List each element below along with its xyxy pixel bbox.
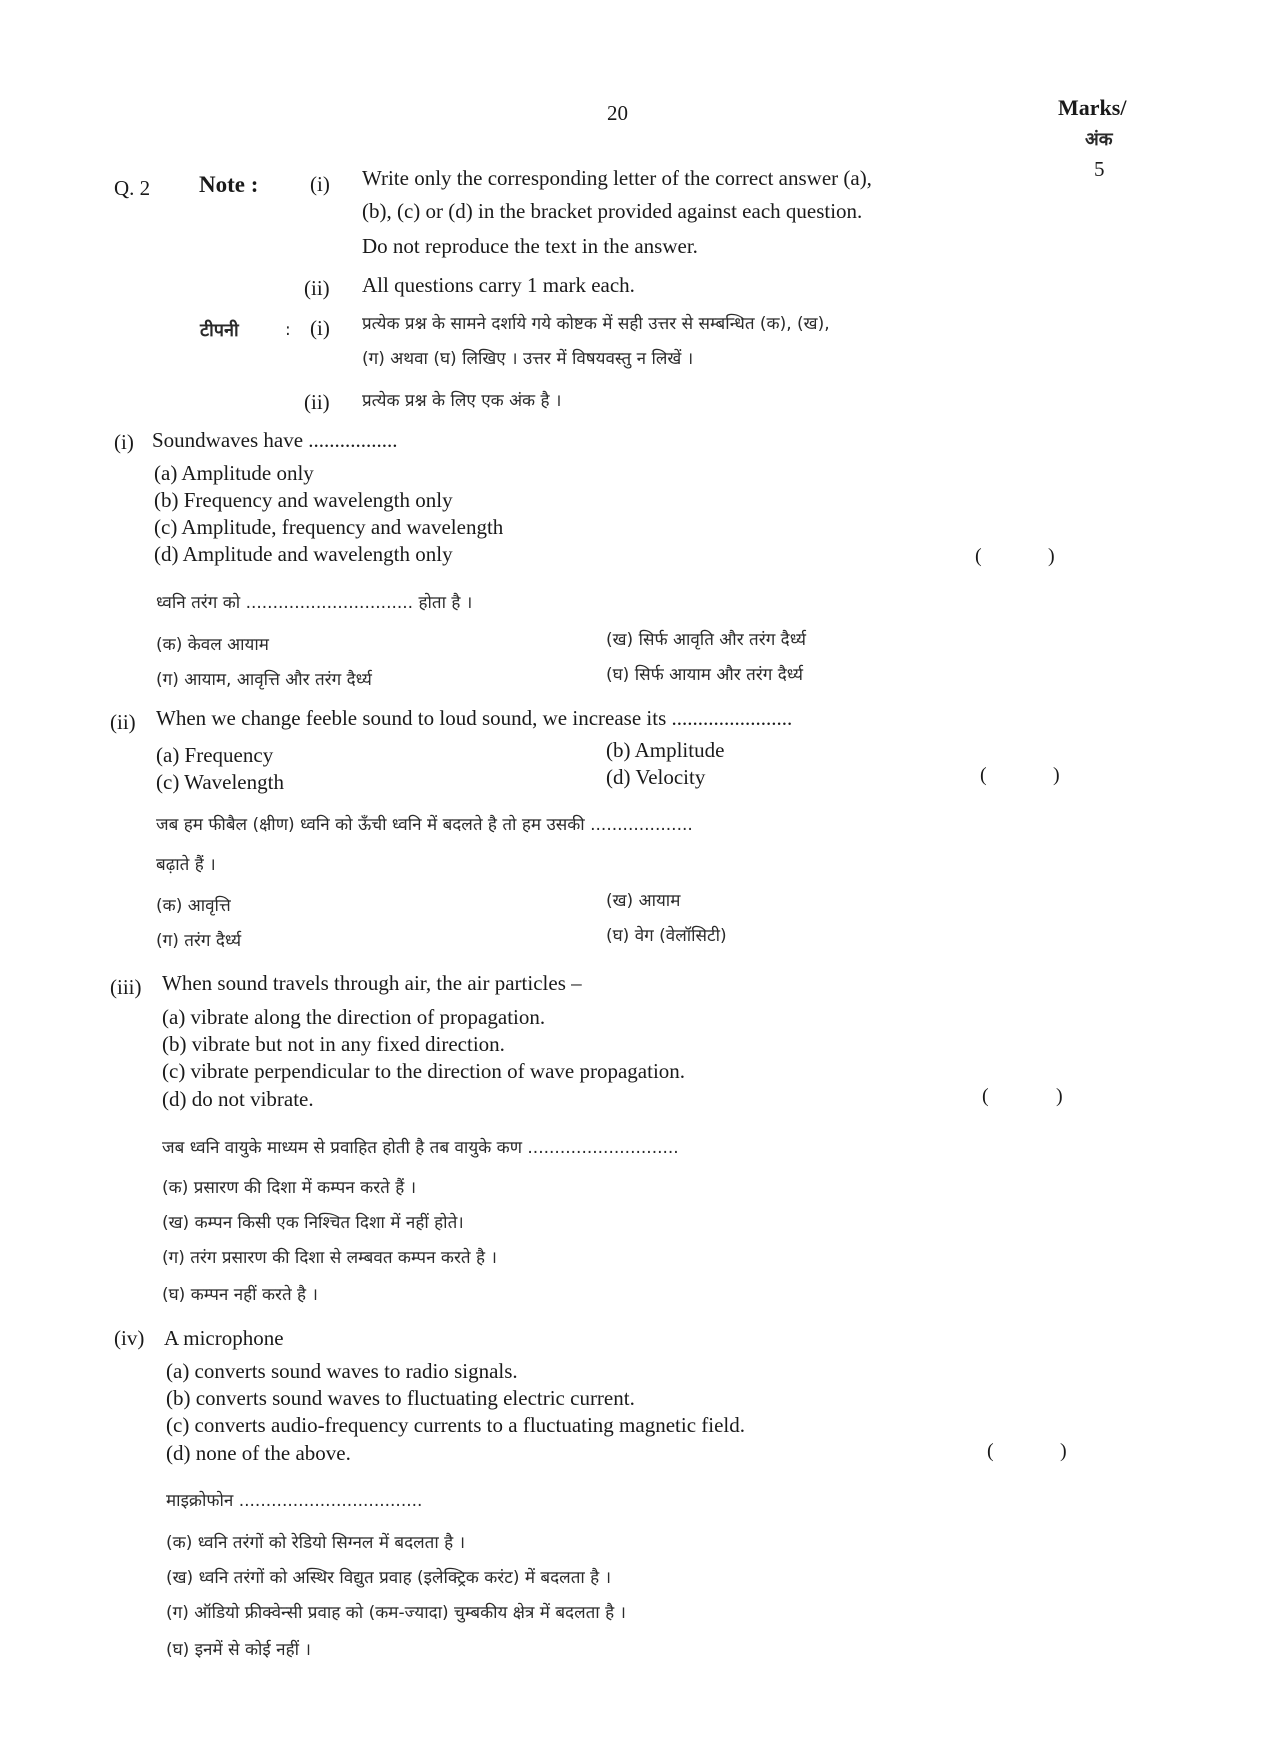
item-number: (iv) [114, 1326, 145, 1350]
option-hindi: (ग) तरंग प्रसारण की दिशा से लम्बवत कम्पन करते है । [162, 1248, 497, 1268]
item-number: (ii) [110, 710, 136, 734]
answer-bracket-close: ) [1048, 545, 1055, 567]
item-question: A microphone [164, 1326, 284, 1350]
page-number: 20 [607, 101, 628, 125]
item-question-hindi: जब ध्वनि वायुके माध्यम से प्रवाहित होती है तब वायुके कण ............................ [162, 1138, 679, 1158]
note-line-hindi: प्रत्येक प्रश्न के सामने दर्शाये गये कोष्टक में सही उत्तर से सम्बन्धित (क), (ख), [362, 314, 830, 334]
note-line: All questions carry 1 mark each. [362, 273, 635, 297]
option: (c) Wavelength [156, 770, 284, 794]
option: (d) none of the above. [166, 1441, 351, 1465]
answer-bracket-close: ) [1060, 1440, 1067, 1462]
option-hindi: (घ) वेग (वेलॉसिटी) [606, 926, 727, 946]
item-question: When we change feeble sound to loud sound, we increase its ....................... [156, 706, 793, 730]
answer-bracket-open[interactable]: ( [975, 545, 982, 567]
answer-bracket-close: ) [1056, 1085, 1063, 1107]
option-hindi: (ख) आयाम [606, 891, 681, 911]
note-label: Note : [199, 172, 259, 197]
item-question-hindi: ध्वनि तरंग को ............................... होता है । [156, 593, 473, 613]
option-hindi: (घ) कम्पन नहीं करते है । [162, 1285, 318, 1305]
option-hindi: (ग) ऑडियो फ्रीक्वेन्सी प्रवाह को (कम-ज्यादा) चुम्बकीय क्षेत्र में बदलता है । [166, 1603, 626, 1623]
option-hindi: (ख) ध्वनि तरंगों को अस्थिर विद्युत प्रवाह (इलेक्ट्रिक करंट) में बदलता है । [166, 1568, 612, 1588]
answer-bracket-open[interactable]: ( [980, 764, 987, 786]
option-hindi: (ग) तरंग दैर्ध्य [156, 931, 242, 951]
note-num-hindi: (ii) [304, 390, 330, 414]
item-question-hindi-cont: बढ़ाते हैं । [156, 855, 216, 875]
option: (a) Amplitude only [154, 461, 314, 485]
item-question: When sound travels through air, the air particles – [162, 971, 582, 995]
option: (b) Amplitude [606, 738, 725, 762]
option: (c) vibrate perpendicular to the direction of wave propagation. [162, 1059, 686, 1083]
option-hindi: (क) ध्वनि तरंगों को रेडियो सिग्नल में बदलता है । [166, 1533, 466, 1553]
option: (a) converts sound waves to radio signals. [166, 1359, 518, 1383]
option-hindi: (क) प्रसारण की दिशा में कम्पन करते हैं । [162, 1178, 417, 1198]
note-label-hindi: टीपनी [200, 320, 239, 341]
note-num: (ii) [304, 276, 330, 300]
option: (b) Frequency and wavelength only [154, 488, 453, 512]
option: (d) do not vibrate. [162, 1087, 314, 1111]
option: (c) converts audio-frequency currents to a fluctuating magnetic field. [166, 1413, 746, 1437]
marks-header: Marks/ [1058, 95, 1127, 120]
option: (d) Velocity [606, 765, 706, 789]
option: (b) converts sound waves to fluctuating electric current. [166, 1386, 635, 1410]
note-line: Do not reproduce the text in the answer. [362, 234, 698, 258]
option: (d) Amplitude and wavelength only [154, 542, 453, 566]
option: (c) Amplitude, frequency and wavelength [154, 515, 504, 539]
option: (b) vibrate but not in any fixed direction. [162, 1032, 505, 1056]
option-hindi: (ख) सिर्फ आवृति और तरंग दैर्ध्य [606, 630, 806, 650]
note-line: (b), (c) or (d) in the bracket provided against each question. [362, 199, 863, 223]
item-question-hindi: माइक्रोफोन .................................. [166, 1491, 423, 1511]
question-number: Q. 2 [114, 176, 151, 200]
option-hindi: (ख) कम्पन किसी एक निश्चित दिशा में नहीं होते। [162, 1213, 464, 1233]
option: (a) Frequency [156, 743, 274, 767]
answer-bracket-close: ) [1053, 764, 1060, 786]
item-question: Soundwaves have ................. [152, 428, 398, 452]
note-line-hindi: प्रत्येक प्रश्न के लिए एक अंक है । [362, 391, 562, 411]
option-hindi: (घ) सिर्फ आयाम और तरंग दैर्ध्य [606, 665, 803, 685]
option: (a) vibrate along the direction of propagation. [162, 1005, 546, 1029]
item-number: (iii) [110, 975, 142, 999]
item-number: (i) [114, 430, 134, 454]
option-hindi: (क) आवृत्ति [156, 896, 231, 916]
note-num-hindi: (i) [310, 316, 330, 340]
answer-bracket-open[interactable]: ( [982, 1085, 989, 1107]
answer-bracket-open[interactable]: ( [987, 1440, 994, 1462]
note-line-hindi: (ग) अथवा (घ) लिखिए । उत्तर में विषयवस्तु न लिखें । [362, 349, 694, 369]
option-hindi: (क) केवल आयाम [156, 635, 269, 655]
note-colon-hindi: : [285, 320, 291, 340]
note-num: (i) [310, 172, 330, 196]
item-question-hindi: जब हम फीबैल (क्षीण) ध्वनि को ऊँची ध्वनि में बदलते है तो हम उसकी ................... [156, 815, 693, 835]
marks-value: 5 [1094, 157, 1105, 181]
option-hindi: (ग) आयाम, आवृत्ति और तरंग दैर्ध्य [156, 670, 372, 690]
marks-header-hindi: अंक [1085, 129, 1113, 150]
note-line: Write only the corresponding letter of the correct answer (a), [362, 166, 872, 190]
option-hindi: (घ) इनमें से कोई नहीं । [166, 1640, 311, 1660]
